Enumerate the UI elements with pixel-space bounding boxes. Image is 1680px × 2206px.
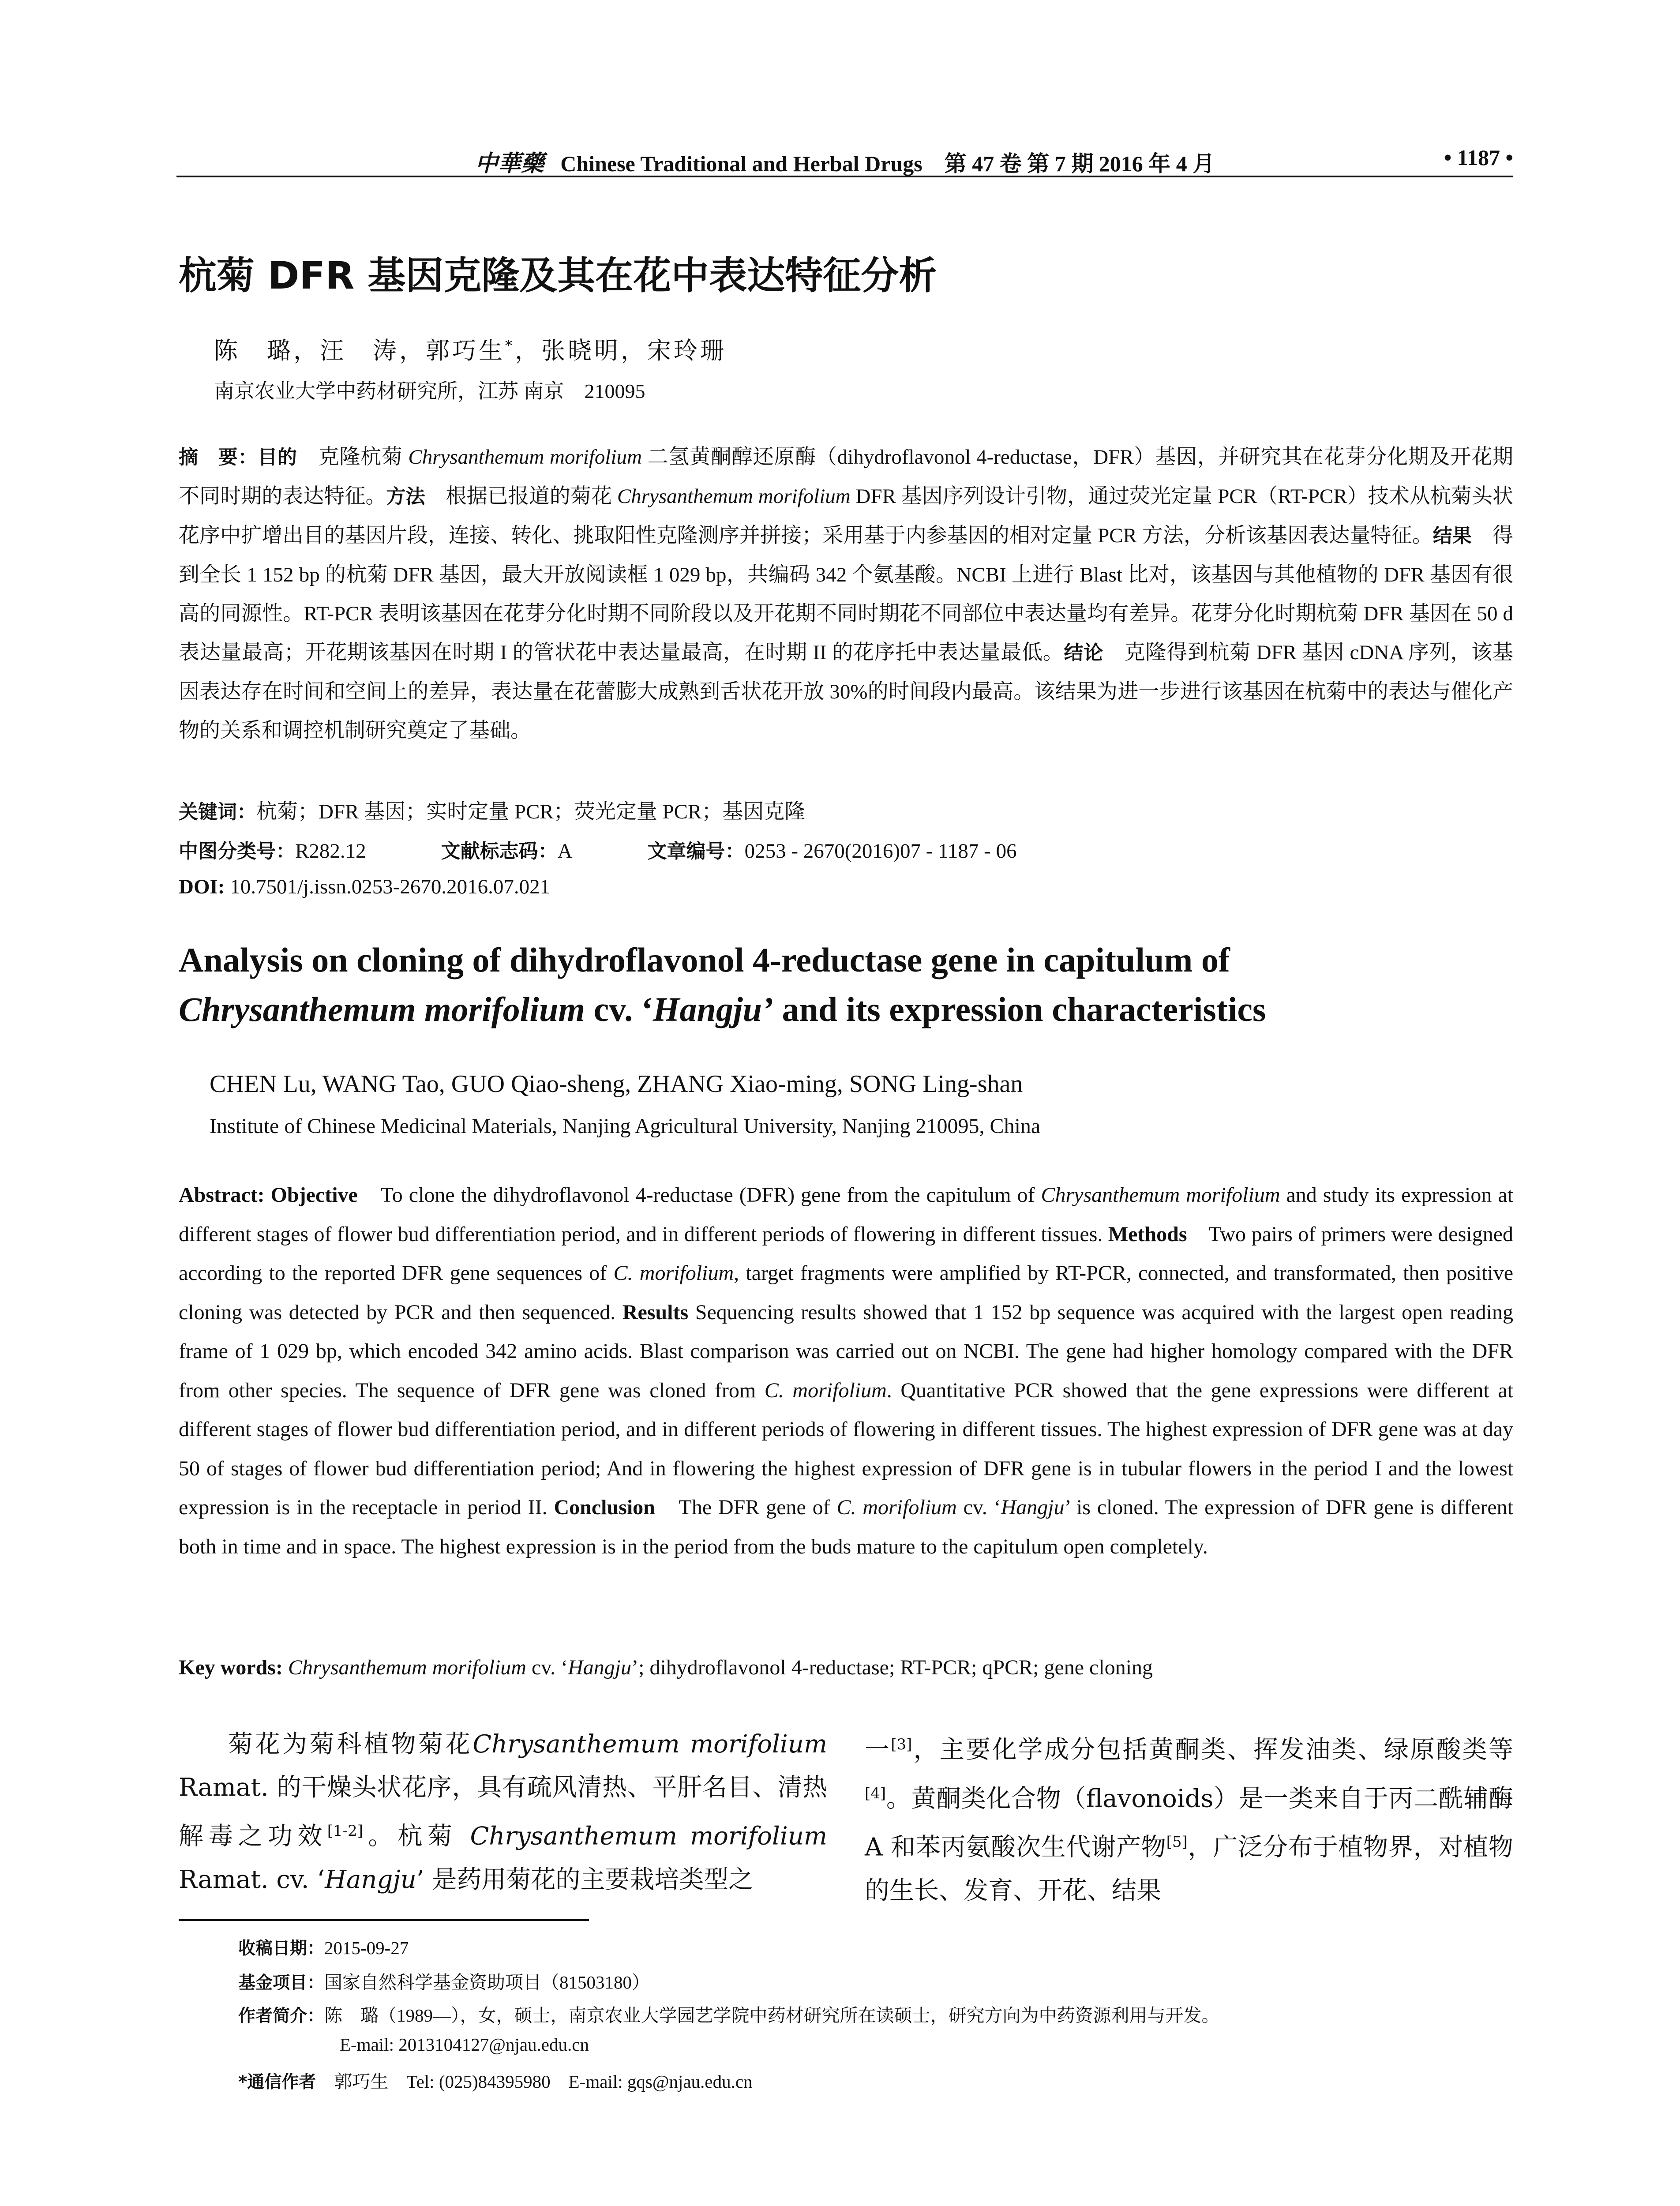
doi-line — [179, 875, 550, 899]
en-results-text: . Quantitative PCR showed that the gene expressions were different at different stages of flower bud differentiation period, and in different periods of flowering in different tissues. The highest expression of DFR gene was at day 50 of stages of flower bud differentiation period; And in flowering the highest expression of DFR gene is in tubular flowers in the period I and the lowest expression is in the receptacle in period II. — [179, 1378, 1513, 1519]
en-results-text: Sequencing results showed that 1 152 bp sequence was acquired with the largest open reading frame of 1 029 bp, which encoded 342 amino acids. Blast comparison was carried out on NCBI. The gene had higher homology compared with the DFR from other species. The sequence of DFR gene was cloned from — [179, 1300, 1513, 1402]
cn-methods-text: DFR 基因序列设计引物，通过荧光定量 PCR（RT-PCR）技术从杭菊头状花序中扩增出目的基因片段，连接、转化、挑取阳性克隆测序并拼接；采用基于内参基因的相对定量 PCR 方法，分析该基因表达量特征。 — [179, 485, 1514, 547]
corresponding-mark: * — [505, 337, 515, 354]
fund-label: 基金项目： — [238, 1973, 325, 1993]
en-keywords-label: Key words: — [179, 1656, 283, 1679]
cn-title: 杭菊 DFR 基因克隆及其在花中表达特征分析 — [179, 254, 937, 298]
en-abstract — [179, 1176, 1513, 1566]
body-text: 一 — [865, 1735, 891, 1764]
article-no-value: 0253 - 2670(2016)07 - 1187 - 06 — [744, 840, 1017, 863]
en-conclusion-text: cv. ‘ — [956, 1496, 1001, 1519]
cultivar-name: Hangju — [1001, 1496, 1065, 1519]
body-text: Ramat. 的干燥头状花序，具有疏风清热、平肝名目、清热解毒之功效 — [179, 1773, 827, 1851]
received-label: 收稿日期： — [238, 1939, 325, 1958]
footnote-corresponding — [238, 2067, 753, 2093]
species-name: Chrysanthemum morifolium — [470, 1822, 828, 1851]
body-text: 。黄酮类化合物（flavonoids）是一类来自于丙二酰辅酶 A 和苯丙氨酸次生代谢产物 — [865, 1784, 1513, 1862]
cn-abstract-label: 摘 要： — [179, 446, 258, 469]
received-date: 2015-09-27 — [324, 1938, 409, 1958]
journal-line — [176, 145, 1513, 178]
en-objective-text: To clone the dihydroflavonol 4-reductase (DFR) gene from the capitulum of — [357, 1183, 1041, 1207]
page-number: • 1187 • — [1444, 145, 1513, 170]
cn-keywords — [179, 795, 805, 825]
species-name: Chrysanthemum morifolium — [288, 1656, 526, 1679]
en-methods-label: Methods — [1108, 1222, 1187, 1246]
species-abbrev: C. morifolium — [836, 1496, 957, 1519]
cn-affiliation: 南京农业大学中药材研究所，江苏 南京 210095 — [214, 380, 645, 402]
cn-keywords-text: 杭菊；DFR 基因；实时定量 PCR；荧光定量 PCR；基因克隆 — [256, 800, 806, 823]
doc-code-label: 文献标志码： — [441, 840, 558, 863]
footnote-received — [238, 1935, 409, 1959]
en-keywords-text: ’; dihydroflavonol 4-reductase; RT-PCR; qPCR; gene cloning — [631, 1656, 1153, 1679]
species-abbrev: C. morifolium — [613, 1261, 734, 1285]
en-title-line1: Analysis on cloning of dihydroflavonol 4-reductase gene in capitulum of — [179, 941, 1230, 979]
cn-results-label: 结果 — [1432, 525, 1472, 547]
cn-authors — [214, 332, 727, 366]
cn-keywords-label: 关键词： — [179, 801, 256, 823]
en-abstract-label: Abstract: Objective — [179, 1183, 358, 1207]
en-methods-text: Two pairs of primers were designed according to the reported DFR gene sequences of — [179, 1222, 1513, 1285]
en-authors: CHEN Lu, WANG Tao, GUO Qiao-sheng, ZHANG Xiao-ming, SONG Ling-shan — [210, 1070, 1023, 1098]
body-column-left — [179, 1723, 827, 1902]
citation-ref[interactable]: [1-2] — [327, 1822, 363, 1840]
corresponding-text: 郭巧生 Tel: (025)84395980 E-mail: gqs@njau.edu.cn — [316, 2071, 753, 2092]
footnote-rule — [179, 1919, 589, 1921]
body-text: ，主要化学成分包括黄酮类、挥发油类、绿原酸类等 — [912, 1735, 1514, 1764]
en-conclusion-label: Conclusion — [554, 1496, 655, 1519]
body-text: 。杭菊 — [363, 1822, 470, 1851]
running-header — [176, 140, 1513, 176]
en-title — [179, 935, 1513, 1034]
doc-code-value: A — [557, 840, 573, 863]
footnote-bio-email[interactable]: E-mail: 2013104127@njau.edu.cn — [340, 2034, 589, 2055]
doi-label: DOI: — [179, 875, 225, 898]
journal-logo: 中華藥 — [475, 151, 544, 176]
en-affiliation: Institute of Chinese Medicinal Materials, Nanjing Agricultural University, Nanjing 210095, China — [210, 1114, 1041, 1138]
cn-authors-part2: ，张晓明，宋玲珊 — [515, 337, 727, 364]
body-text: 菊花为菊科植物菊花 — [228, 1730, 473, 1759]
clc-value: R282.12 — [295, 840, 366, 863]
citation-ref[interactable]: [4] — [865, 1784, 886, 1802]
cultivar-name: Hangju — [568, 1656, 632, 1679]
corresponding-label: *通信作者 — [238, 2072, 316, 2092]
cn-results-text: 得到全长 1 152 bp 的杭菊 DFR 基因，最大开放阅读框 1 029 bp，共编码 342 个氨基酸。NCBI 上进行 Blast 比对，该基因与其他植物的 DFR 基因有很高的同源性。RT-PCR 表明该基因在花芽分化时期不同阶段以及开花期不同时期花不同部位中表达量均有差异。花芽分化时期杭菊 DFR 基因在 50 d 表达量最高；开花期该基因在时期 I 的管状花中表达量最高，在时期 II 的花序托中表达量最低。 — [179, 524, 1514, 664]
clc-label: 中图分类号： — [179, 840, 295, 863]
en-title-species: Chrysanthemum morifolium — [179, 990, 585, 1028]
journal-citation: Chinese Traditional and Herbal Drugs 第 47 卷 第 7 期 2016 年 4 月 — [560, 151, 1215, 176]
citation-ref[interactable]: [3] — [891, 1736, 912, 1753]
en-results-label: Results — [622, 1300, 689, 1324]
species-name: Chrysanthemum morifolium — [617, 485, 851, 508]
body-text: ，广泛分布于植物界，对植物的生长、发育、开花、结果 — [865, 1833, 1513, 1905]
species-abbrev: C. morifolium — [764, 1378, 887, 1402]
doi-link[interactable]: 10.7501/j.issn.0253-2670.2016.07.021 — [230, 875, 551, 898]
en-keywords-text: cv. ‘ — [526, 1656, 568, 1679]
cn-objective-text: 克隆杭菊 — [297, 446, 409, 469]
en-title-rest: and its expression characteristics — [773, 990, 1266, 1028]
species-name: Chrysanthemum morifolium — [1041, 1183, 1280, 1207]
en-keywords — [179, 1655, 1513, 1680]
en-methods-text: , target fragments were amplified by RT-PCR, connected, and transformated, then positive cloning was detected by PCR and then sequenced. — [179, 1261, 1514, 1324]
species-name: Chrysanthemum morifolium — [472, 1730, 827, 1759]
classification-line — [179, 835, 1017, 863]
citation-ref[interactable]: [5] — [1166, 1833, 1188, 1851]
cultivar-name: Hangju — [325, 1865, 416, 1894]
cn-abstract — [179, 438, 1513, 750]
en-conclusion-text: ’ is cloned. The expression of DFR gene is different both in time and in space. The highest expression is in the period from the buds mature to the capitulum open completely. — [179, 1496, 1514, 1558]
footnote-bio — [238, 2001, 1220, 2027]
body-column-right — [865, 1723, 1513, 1913]
cn-objective-text: 二氢黄酮醇还原酶（dihydroflavonol 4-reductase，DFR）基因，并研究其在花芽分化期及开花期不同时期的表达特征。 — [179, 446, 1514, 508]
en-title-cultivar: Hangju’ — [652, 990, 773, 1028]
bio-text: 陈 璐（1989—），女，硕士，南京农业大学园艺学院中药材研究所在读硕士，研究方向为中药资源利用与开发。 — [324, 2005, 1220, 2026]
header-rule — [176, 176, 1513, 177]
cn-methods-text: 根据已报道的菊花 — [425, 485, 617, 508]
cn-authors-part1: 陈 璐，汪 涛，郭巧生 — [214, 337, 505, 364]
article-no-label: 文章编号： — [647, 840, 745, 863]
cn-methods-label: 方法 — [386, 485, 425, 508]
body-text: Ramat. cv. ‘ — [179, 1865, 325, 1894]
cn-conclusion-label: 结论 — [1064, 642, 1103, 664]
footnote-fund — [238, 1968, 650, 1994]
species-name: Chrysanthemum morifolium — [408, 446, 642, 469]
en-conclusion-text: The DFR gene of — [655, 1496, 837, 1519]
cn-objective-label: 目的 — [258, 446, 297, 469]
bio-label: 作者简介： — [238, 2006, 325, 2026]
fund-text: 国家自然科学基金资助项目（81503180） — [324, 1972, 650, 1992]
cn-conclusion-text: 克隆得到杭菊 DFR 基因 cDNA 序列，该基因表达存在时间和空间上的差异，表达量在花蕾膨大成熟到舌状花开放 30%的时间段内最高。该结果为进一步进行该基因在杭菊中的表达与催化产物的关系和调控机制研究奠定了基础。 — [179, 641, 1514, 742]
en-title-cv: cv. ‘ — [585, 990, 653, 1028]
body-text: ’ 是药用菊花的主要栽培类型之 — [416, 1865, 754, 1894]
en-objective-text: and study its expression at different stages of flower bud differentiation period, and in different periods of flowering in different tissues. — [179, 1183, 1513, 1246]
